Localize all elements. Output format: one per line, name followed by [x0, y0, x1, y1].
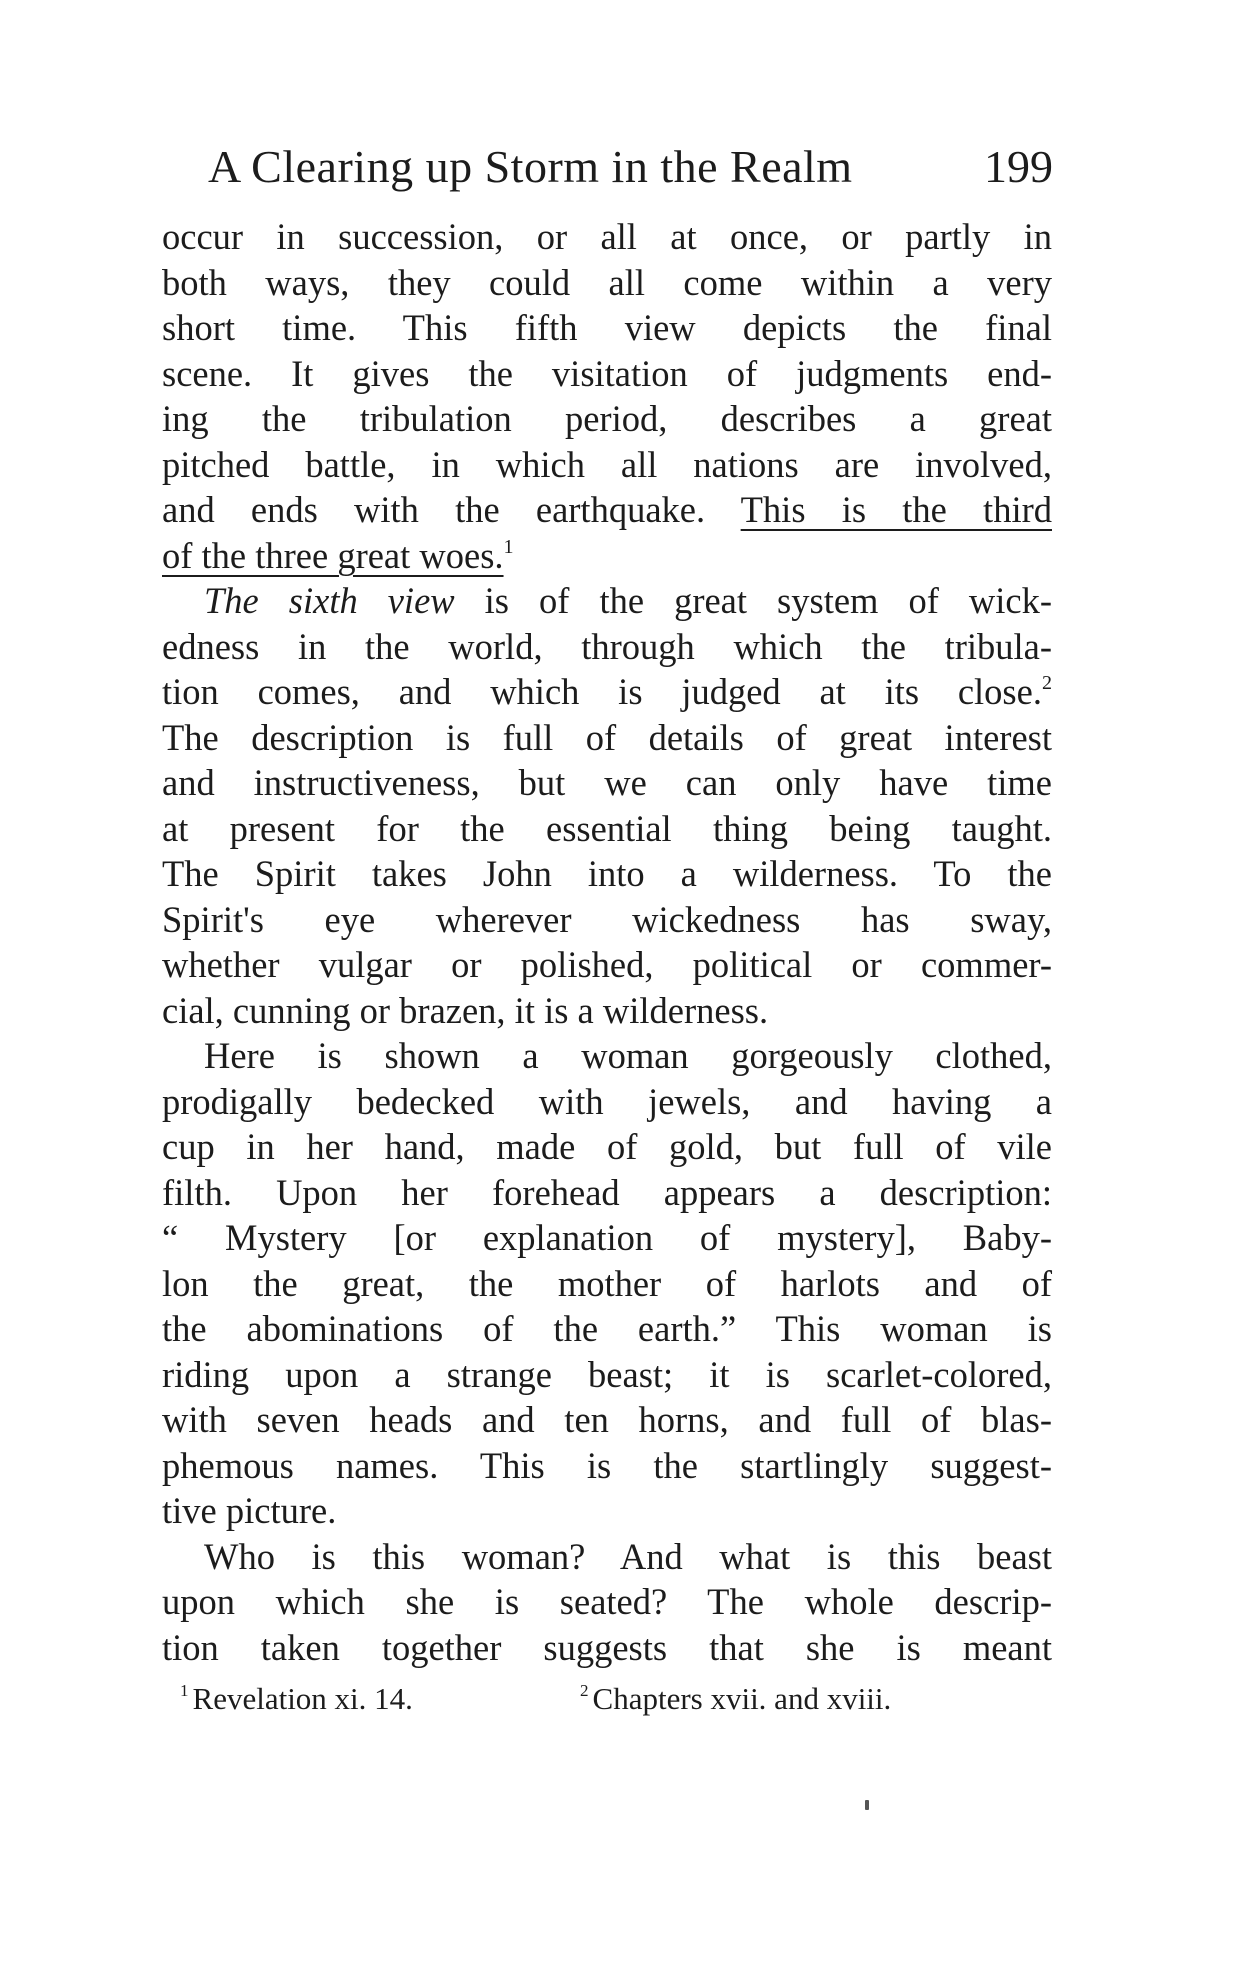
- text-line: [162, 305, 1052, 351]
- line-text: tion taken together suggests that she is meant: [162, 1626, 1052, 1668]
- running-title: A Clearing up Storm in the Realm: [208, 141, 853, 192]
- emphasized-text: The sixth view: [204, 580, 455, 621]
- text-line: [162, 396, 1052, 442]
- line-text: prodigally bedecked with jewels, and having a: [162, 1080, 1052, 1122]
- text-line: [162, 1079, 1052, 1125]
- footnote-2: [580, 1674, 891, 1724]
- text-line: [162, 260, 1052, 306]
- text-line: [162, 942, 1052, 988]
- text-line: [162, 1534, 1052, 1580]
- footnote-text: Revelation xi. 14.: [192, 1681, 413, 1716]
- text-line: [162, 1443, 1052, 1489]
- text-line: [162, 1170, 1052, 1216]
- line-text: riding upon a strange beast; it is scarlet-colored,: [162, 1353, 1052, 1395]
- line-text: at present for the essential thing being taught.: [162, 807, 1052, 849]
- line-text: The description is full of details of great interest: [162, 716, 1052, 758]
- line-text: scene. It gives the visitation of judgments end-: [162, 352, 1052, 394]
- text-line: [162, 624, 1052, 670]
- text-line: [162, 1625, 1052, 1671]
- footnote-reference: 2: [1041, 671, 1052, 694]
- text-line: [162, 715, 1052, 761]
- line-text: pitched battle, in which all nations are involved,: [162, 443, 1052, 485]
- text-line: [162, 1215, 1052, 1261]
- footnote-mark: 1: [180, 1681, 189, 1701]
- line-text: short time. This fifth view depicts the final: [162, 307, 1052, 348]
- footnotes: [180, 1674, 1040, 1724]
- text-line: [162, 1397, 1052, 1443]
- line-text: Here is shown a woman gorgeously clothed,: [204, 1035, 1052, 1076]
- text-line: [162, 442, 1052, 488]
- text-line: [162, 487, 1052, 533]
- line-text: filth. Upon her forehead appears a description:: [162, 1171, 1052, 1213]
- line-text: tion comes, and which is judged at its close.: [162, 671, 1042, 712]
- text-line: [162, 533, 1052, 579]
- line-text: and ends with the earthquake.: [162, 489, 741, 530]
- page-number: 199: [984, 141, 1053, 192]
- footnote-text: Chapters xvii. and xviii.: [592, 1681, 892, 1716]
- text-line: [162, 760, 1052, 806]
- print-speck: [865, 1800, 869, 1810]
- line-text: The Spirit takes John into a wilderness. To the: [162, 853, 1052, 894]
- body-text: [162, 214, 1052, 1670]
- line-text: upon which she is seated? The whole descrip-: [162, 1581, 1052, 1622]
- line-text: phemous names. This is the startlingly suggest-: [162, 1444, 1052, 1486]
- text-line: [162, 897, 1052, 943]
- line-text: Spirit's eye wherever wickedness has sway,: [162, 898, 1052, 940]
- footnote-mark: 2: [580, 1681, 589, 1701]
- line-text: the abominations of the earth.” This woman is: [162, 1308, 1052, 1349]
- line-text: whether vulgar or polished, political or commer-: [162, 944, 1052, 985]
- text-line: [162, 1261, 1052, 1307]
- text-line: [162, 1488, 1052, 1534]
- line-text: “ Mystery [or explanation of mystery], Baby-: [162, 1217, 1052, 1258]
- line-text: lon the great, the mother of harlots and of: [162, 1262, 1052, 1304]
- line-text: Who is this woman? And what is this beast: [204, 1535, 1052, 1577]
- line-text: tive picture.: [162, 1490, 337, 1531]
- text-line: [162, 1033, 1052, 1079]
- text-line: [162, 351, 1052, 397]
- line-text: occur in succession, or all at once, or partly in: [162, 216, 1052, 257]
- line-text: cial, cunning or brazen, it is a wilderness.: [162, 989, 769, 1031]
- text-line: [162, 1579, 1052, 1625]
- text-line: [162, 806, 1052, 852]
- text-line: [162, 578, 1052, 624]
- footnote-1: [180, 1674, 413, 1724]
- page-header: [208, 136, 1053, 198]
- text-line: [162, 1124, 1052, 1170]
- text-line: [162, 988, 1052, 1034]
- text-line: [162, 851, 1052, 897]
- underlined-text: This is the third: [740, 489, 1052, 530]
- line-text: and instructiveness, but we can only have time: [162, 762, 1052, 803]
- underlined-text: of the three great woes.: [162, 534, 504, 576]
- text-line: [162, 1306, 1052, 1352]
- line-text: ing the tribulation period, describes a great: [162, 398, 1052, 439]
- footnote-reference: 1: [503, 535, 514, 558]
- line-text: both ways, they could all come within a very: [162, 261, 1052, 303]
- line-text: edness in the world, through which the tribula-: [162, 625, 1052, 667]
- line-text: cup in her hand, made of gold, but full of vile: [162, 1126, 1052, 1167]
- text-line: [162, 1352, 1052, 1398]
- line-text: with seven heads and ten horns, and full of blas-: [162, 1399, 1052, 1440]
- line-text: is of the great system of wick-: [454, 580, 1052, 621]
- text-line: [162, 214, 1052, 260]
- text-line: [162, 669, 1052, 715]
